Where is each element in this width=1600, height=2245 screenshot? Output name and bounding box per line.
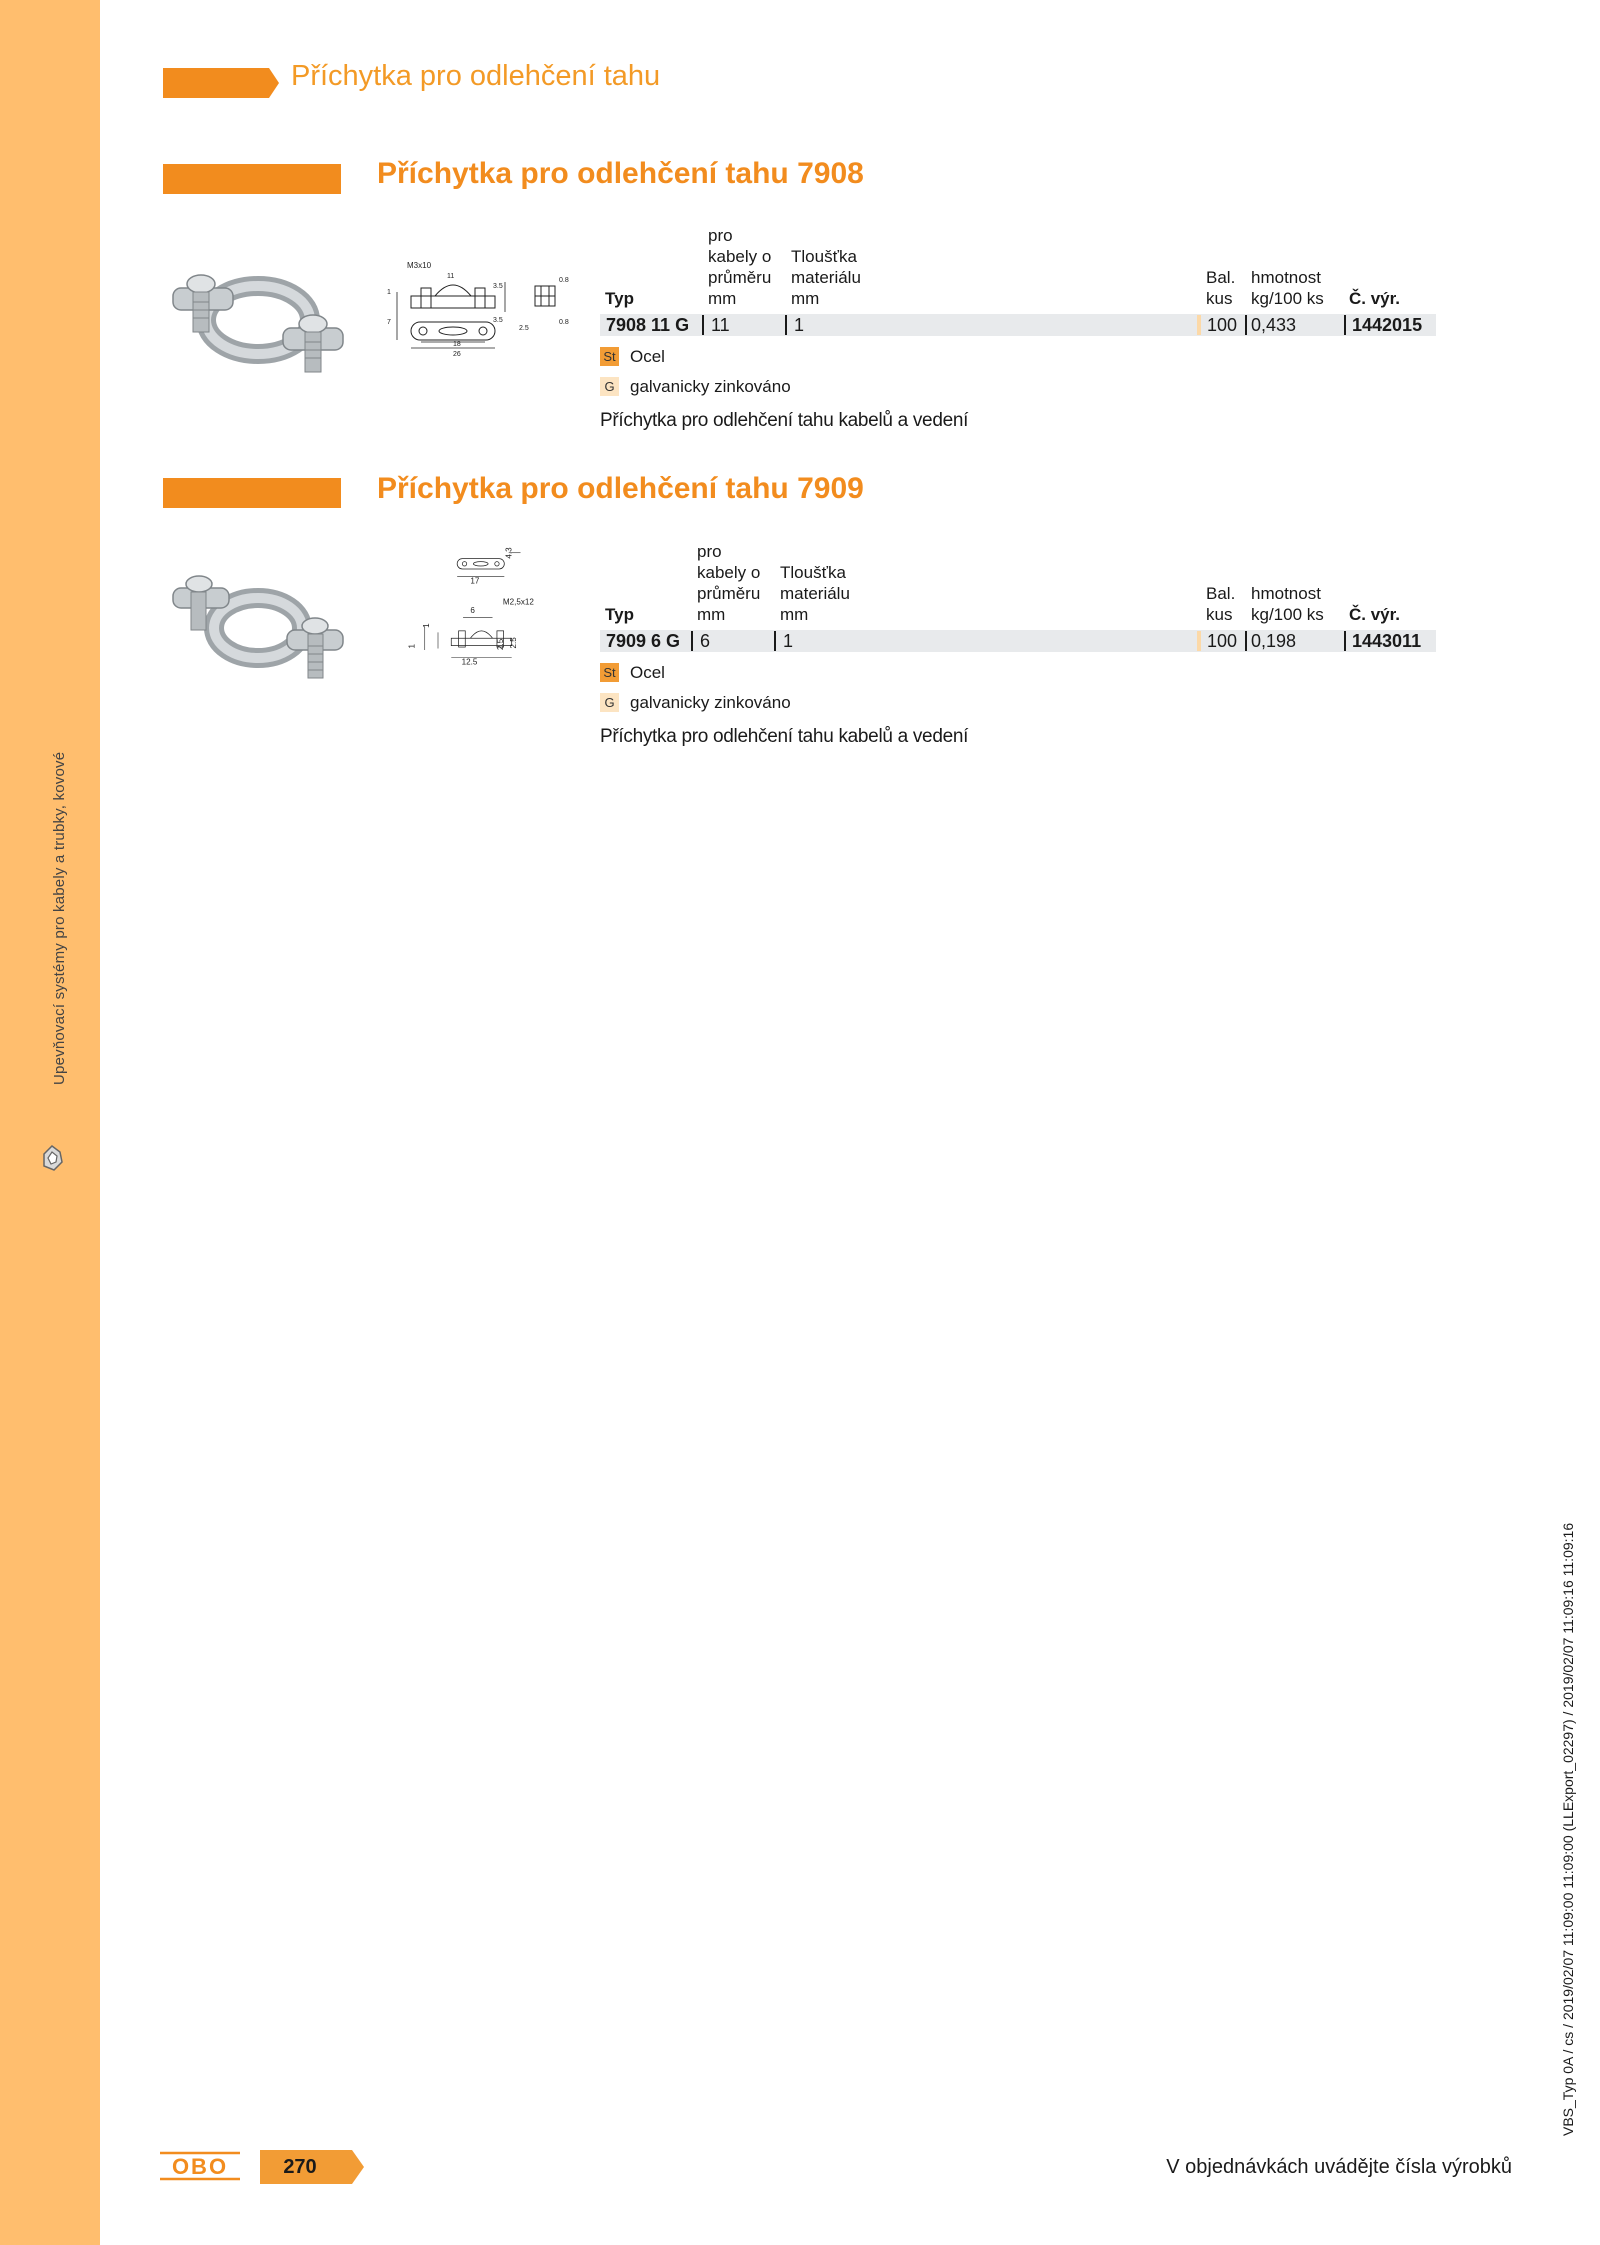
page-number: 270 [283,2156,317,2178]
order-note: V objednávkách uvádějte čísla výrobků [1166,2156,1512,2178]
dim-label: 6 [470,606,475,616]
dim-label: 3.5 [493,317,503,324]
cell-diameter: 6 [700,631,711,651]
export-info: VBS_Typ 0A / cs / 2019/02/07 11:09:00 11:09:00 (LLExport_02297) / 2019/02/07 11:09:16 11:09:16 [1560,1522,1576,2136]
cell-typ: 7909 6 G [606,631,681,651]
cell-pack: 100 [1207,315,1238,335]
column-thickness-header: Tloušťka materiálu mm [791,247,861,308]
column-weight-header: hmotnost kg/100 ks [1251,268,1324,308]
column-pack-header: Bal. kus [1206,268,1236,308]
dim-label: 7 [387,319,391,326]
product-title-7908: Příchytka pro odlehčení tahu 7908 [377,157,864,190]
dim-label: 1 [387,289,391,296]
column-diameter-header: pro kabely o průměru mm [708,226,772,308]
finish-badge: G [600,377,619,396]
separator [1344,631,1346,651]
obo-product-icon [34,1140,70,1176]
product-title-7909: Příchytka pro odlehčení tahu 7909 [377,472,864,505]
separator [1245,631,1247,651]
column-thickness-header: Tloušťka materiálu mm [780,563,850,624]
table-row [600,630,1436,652]
dim-label: 3.5 [493,283,503,290]
cell-weight: 0,198 [1251,631,1297,651]
separator [1197,631,1201,651]
dim-label: 26 [453,351,461,358]
finish-text: galvanicky zinkováno [630,377,791,396]
column-diameter-header: pro kabely o průměru mm [697,542,761,624]
dim-label: 1 [407,644,417,649]
sidebar-category-text: Upevňovací systémy pro kabely a trubky, kovové [51,751,68,1085]
material-text: Ocel [630,663,665,682]
column-article: Č. výr. [1349,605,1401,624]
page-title: Příchytka pro odlehčení tahu [291,60,661,92]
cell-thickness: 1 [794,315,805,335]
section-bar-7909 [163,478,341,508]
obo-logo [160,2151,240,2181]
sidebar [0,0,100,2245]
cell-thickness: 1 [783,631,794,651]
material-badge: St [600,347,619,366]
cell-weight: 0,433 [1251,315,1297,335]
section-bar-7908 [163,164,341,194]
dim-label: 1 [422,623,432,628]
product-description: Příchytka pro odlehčení tahu kabelů a vedení [600,726,969,747]
dim-label: 17 [470,576,480,586]
product-photo-7909 [163,552,353,702]
separator [1197,315,1201,335]
separator [774,631,776,651]
column-weight-header: hmotnost kg/100 ks [1251,584,1324,624]
material-badge: St [600,663,619,682]
dim-label: 4.3 [504,547,514,559]
dim-label: 18 [453,341,461,348]
dim-label: 0.8 [559,319,569,326]
technical-drawing-7908 [385,252,575,392]
dim-label: 11 [447,273,455,280]
separator [1344,315,1346,335]
finish-text: galvanicky zinkováno [630,693,791,712]
column-article: Č. výr. [1349,289,1401,308]
technical-drawing-7909 [385,538,575,678]
material-text: Ocel [630,347,665,366]
dim-label: 2.5 [495,638,505,650]
dim-label: 2.5 [519,325,529,332]
dim-label: 12.5 [461,657,478,667]
cell-typ: 7908 11 G [606,315,690,335]
separator [1245,315,1247,335]
separator [691,631,693,651]
separator [785,315,787,335]
cell-article: 1443011 [1352,631,1422,651]
product-description: Příchytka pro odlehčení tahu kabelů a vedení [600,410,969,431]
dim-label: M3x10 [407,261,432,270]
cell-diameter: 11 [711,315,730,335]
column-typ: Typ [605,289,634,308]
dim-label: 0.8 [559,277,569,284]
dim-label: 2.5 [509,637,519,649]
separator [702,315,704,335]
cell-article: 1442015 [1352,315,1423,335]
header-tab-marker [163,68,279,98]
finish-badge: G [600,693,619,712]
svg-text:OBO: OBO [171,2154,229,2179]
dim-label: M2,5x12 [502,597,534,607]
column-typ: Typ [605,605,634,624]
product-photo-7908 [163,240,353,390]
cell-pack: 100 [1207,631,1238,651]
column-pack-header: Bal. kus [1206,584,1236,624]
